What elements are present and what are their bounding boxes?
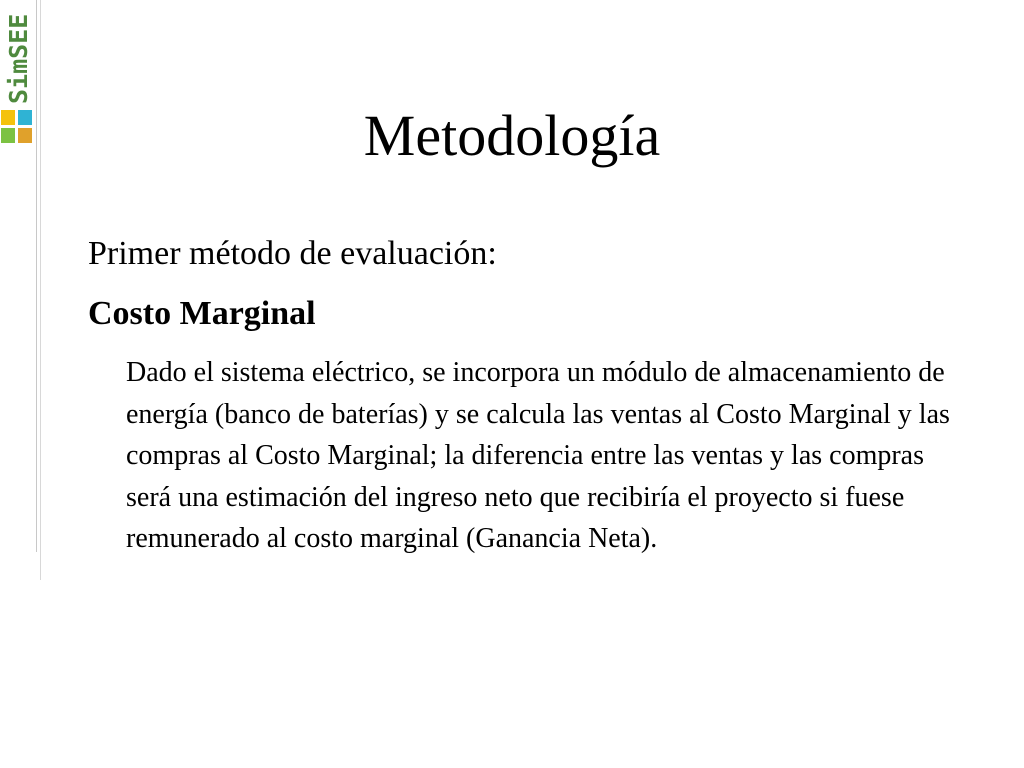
section-heading: Costo Marginal xyxy=(88,295,316,332)
body-paragraph: Dado el sistema eléctrico, se incorpora un módulo de almacenamiento de energía (banco de baterías) y se calcula las ventas al Costo Marginal y las compras al Costo Marginal; la diferencia entre las ventas y las compras será una estimación del ingreso neto que recibiría el proyecto si fuese remunerado al costo marginal (Ganancia Neta). xyxy=(126,357,950,554)
logo xyxy=(0,0,44,590)
divider-line xyxy=(36,0,37,552)
logo-text: SimSEE xyxy=(4,13,33,104)
slide-title: Metodología xyxy=(363,103,661,168)
divider-line xyxy=(40,0,41,580)
slide-subtitle: Primer método de evaluación: xyxy=(88,235,497,272)
